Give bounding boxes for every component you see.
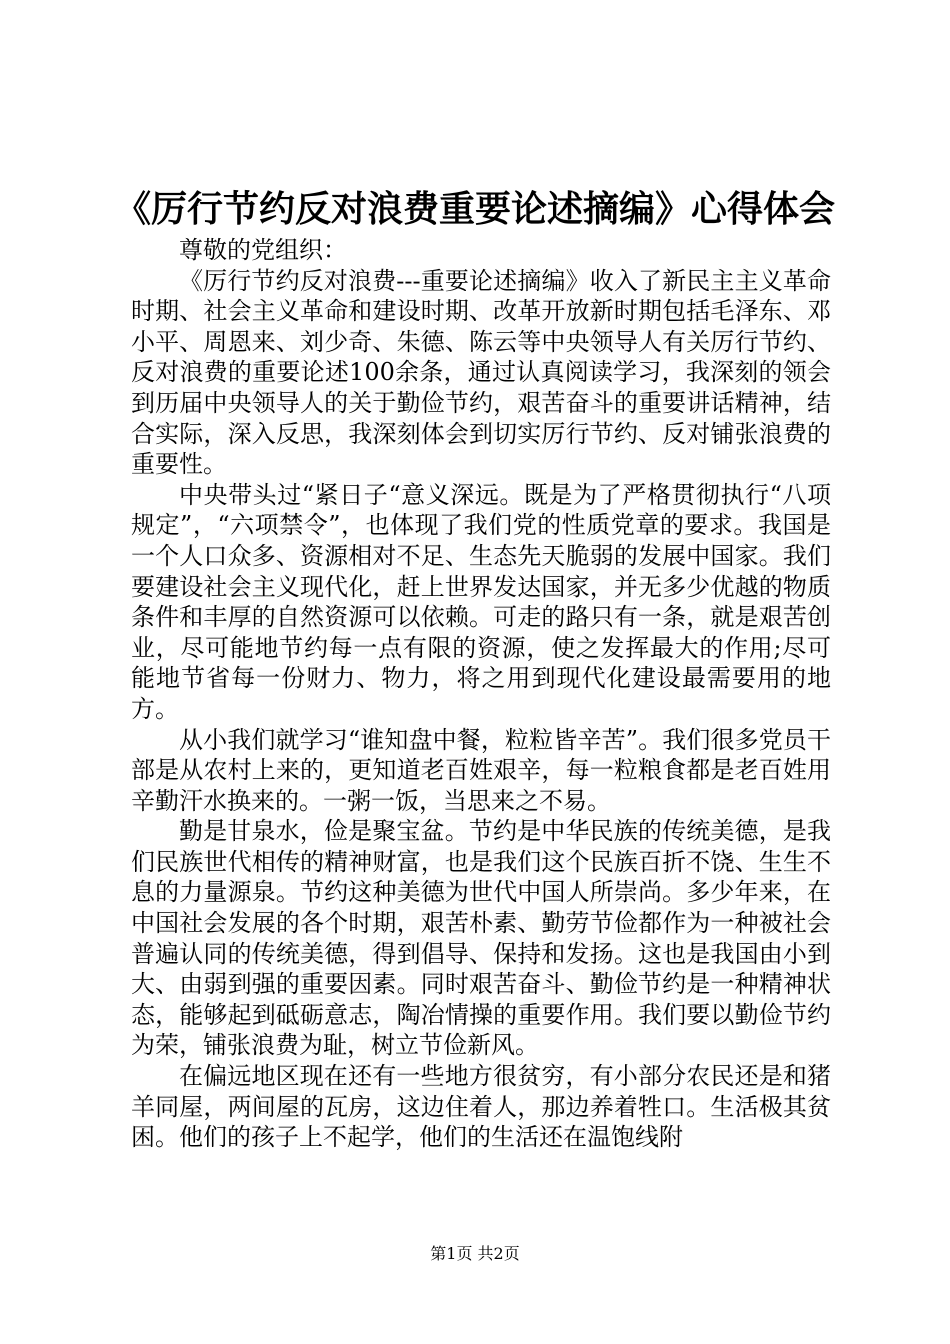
paragraph: 《厉行节约反对浪费---重要论述摘编》收入了新民主主义革命时期、社会主义革命和建设时期、改革开放新时期包括毛泽东、邓小平、周恩来、刘少奇、朱德、陈云等中央领导人有关厉行节约、反对浪费的重要论述100余条，通过认真阅读学习，我深刻的领会到历届中央领导人的关于勤俭节约，艰苦奋斗的重要讲话精神，结合实际，深入反思，我深刻体会到切实厉行节约、反对铺张浪费的重要性。 (131, 266, 831, 479)
paragraph: 中央带头过“紧日子“意义深远。既是为了严格贯彻执行“八项规定”，“六项禁令”，也体现了我们党的性质党章的要求。我国是一个人口众多、资源相对不足、生态先天脆弱的发展中国家。我们要建设社会主义现代化，赶上世界发达国家，并无多少优越的物质条件和丰厚的自然资源可以依赖。可走的路只有一条，就是艰苦创业，尽可能地节约每一点有限的资源，使之发挥最大的作用;尽可能地节省每一份财力、物力，将之用到现代化建设最需要用的地方。 (131, 480, 831, 723)
document-title: 《厉行节约反对浪费重要论述摘编》心得体会 (114, 188, 835, 230)
paragraph: 勤是甘泉水，俭是聚宝盆。节约是中华民族的传统美德，是我们民族世代相传的精神财富，也是我们这个民族百折不饶、生生不息的力量源泉。节约这种美德为世代中国人所崇尚。多少年来，在中国社会发展的各个时期，艰苦朴素、勤劳节俭都作为一种被社会普遍认同的传统美德，得到倡导、保持和发扬。这也是我国由小到大、由弱到强的重要因素。同时艰苦奋斗、勤俭节约是一种精神状态，能够起到砥砺意志，陶冶情操的重要作用。我们要以勤俭节约为荣，铺张浪费为耻，树立节俭新风。 (131, 817, 831, 1060)
document-body (131, 235, 831, 1153)
paragraph: 在偏远地区现在还有一些地方很贫穷，有小部分农民还是和猪羊同屋，两间屋的瓦房，这边住着人，那边养着牲口。生活极其贫困。他们的孩子上不起学，他们的生活还在温饱线附 (131, 1062, 831, 1152)
salutation: 尊敬的党组织： (179, 236, 347, 264)
paragraph: 从小我们就学习“谁知盘中餐，粒粒皆辛苦”。我们很多党员干部是从农村上来的，更知道老百姓艰辛，每一粒粮食都是老百姓用辛勤汗水换来的。一粥一饭，当思来之不易。 (131, 725, 831, 815)
page-footer: 第1页 共2页 (430, 1244, 520, 1263)
